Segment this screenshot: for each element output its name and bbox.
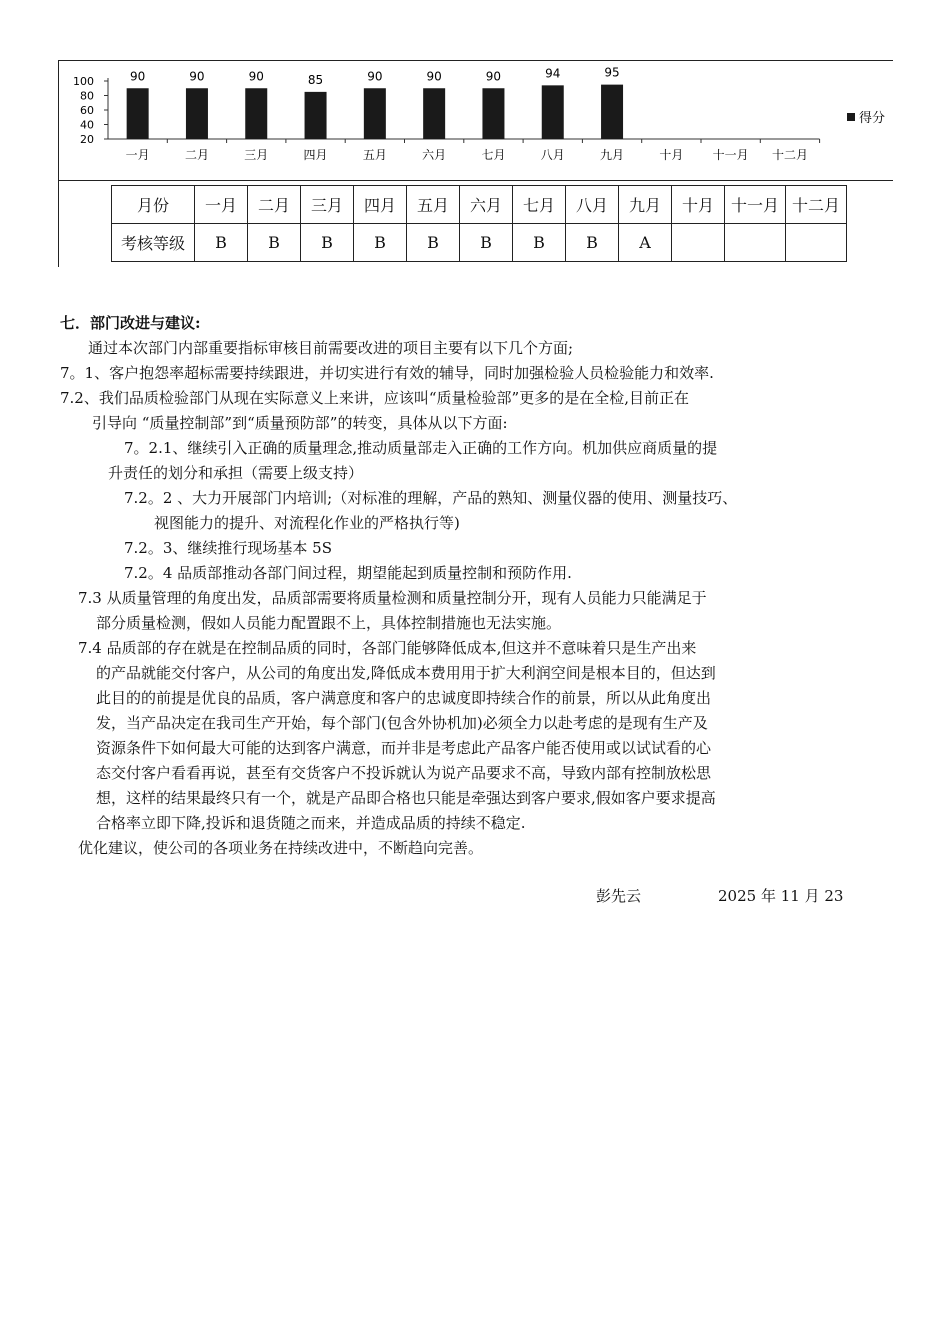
item-7-1: 7。1、客户抱怨率超标需要持续跟进，并切实进行有效的辅导，同时加强检验人员检验能力和效率. bbox=[60, 364, 714, 382]
item-7-2-3: 7.2。3、继续推行现场基本 5S bbox=[124, 539, 332, 557]
x-tick-label: 三月 bbox=[244, 148, 269, 162]
grade-cell: A bbox=[619, 224, 672, 262]
month-cell: 六月 bbox=[460, 186, 513, 224]
bar-value-label: 90 bbox=[367, 69, 383, 84]
bar bbox=[482, 88, 504, 139]
signature-name: 彭先云 bbox=[596, 887, 642, 905]
closing-sentence: 优化建议，使公司的各项业务在持续改进中，不断趋向完善。 bbox=[78, 839, 484, 857]
legend-label: 得分 bbox=[859, 111, 886, 126]
item-7-4-line: 资源条件下如何最大可能的达到客户满意，而并非是考虑此产品客户能否使用或以试试看的心 bbox=[96, 739, 712, 757]
x-tick-label: 五月 bbox=[362, 148, 387, 162]
item-7-4-line: 7.4 品质部的存在就是在控制品质的同时，各部门能够降低成本,但这并不意味着只是生产出来 bbox=[78, 639, 697, 657]
grade-cell: B bbox=[248, 224, 301, 262]
legend-swatch bbox=[847, 113, 855, 121]
grade-row-label: 考核等级 bbox=[112, 224, 195, 262]
month-cell: 八月 bbox=[566, 186, 619, 224]
x-tick-label: 二月 bbox=[184, 148, 209, 162]
x-tick-label: 四月 bbox=[303, 148, 328, 162]
item-7-2-2-line2: 视图能力的提升、对流程化作业的严格执行等) bbox=[154, 514, 460, 532]
bar-value-label: 90 bbox=[130, 69, 146, 84]
item-7-3-line2: 部分质量检测，假如人员能力配置跟不上，具体控制措施也无法实施。 bbox=[96, 614, 562, 632]
item-7-2-4: 7.2。4 品质部推动各部门间过程，期望能起到质量控制和预防作用. bbox=[124, 564, 572, 582]
grade-cell: B bbox=[301, 224, 354, 262]
item-7-4-line: 合格率立即下降,投诉和退货随之而来，并造成品质的持续不稳定. bbox=[96, 814, 526, 832]
bar bbox=[186, 88, 208, 139]
table-grade-row bbox=[112, 224, 847, 262]
signature-date: 2025 年 11 月 23 bbox=[718, 887, 844, 905]
x-tick-label: 六月 bbox=[422, 148, 447, 162]
month-cell: 二月 bbox=[248, 186, 301, 224]
bar-value-label: 90 bbox=[189, 69, 205, 84]
item-7-2-1-line2: 升责任的划分和承担（需要上级支持） bbox=[108, 464, 364, 482]
month-cell: 十二月 bbox=[786, 186, 847, 224]
bar-value-label: 90 bbox=[485, 69, 502, 84]
x-tick-label: 九月 bbox=[600, 148, 625, 162]
x-tick-label: 八月 bbox=[540, 148, 565, 162]
grade-cell: B bbox=[566, 224, 619, 262]
bar bbox=[245, 88, 267, 139]
month-cell: 三月 bbox=[301, 186, 354, 224]
bar bbox=[423, 88, 445, 139]
item-7-2-2-line1: 7.2。2 、大力开展部门内培训;（对标准的理解，产品的熟知、测量仪器的使用、测量技巧、 bbox=[124, 489, 738, 507]
month-cell: 七月 bbox=[513, 186, 566, 224]
month-header-label: 月份 bbox=[112, 186, 195, 224]
item-7-2-line2: 引导向 “质量控制部”到“质量预防部”的转变，具体从以下方面: bbox=[92, 414, 508, 432]
item-7-3-line1: 7.3 从质量管理的角度出发，品质部需要将质量检测和质量控制分开，现有人员能力只能满足于 bbox=[78, 589, 707, 607]
item-7-2-1-line1: 7。2.1、继续引入正确的质量理念,推动质量部走入正确的工作方向。机加供应商质量的提 bbox=[124, 439, 718, 457]
month-cell: 一月 bbox=[195, 186, 248, 224]
bar bbox=[542, 85, 564, 139]
table-header-row bbox=[112, 186, 847, 224]
bar-value-label: 90 bbox=[248, 69, 264, 84]
x-tick-label: 一月 bbox=[125, 148, 150, 162]
item-7-4-line: 发，当产品决定在我司生产开始，每个部门(包含外协机加)必须全力以赴考虑的是现有生产及 bbox=[96, 714, 708, 732]
x-tick-label: 十二月 bbox=[771, 148, 808, 162]
item-7-4-line: 的产品就能交付客户，从公司的角度出发,降低成本费用用于扩大利润空间是根本目的，但达到 bbox=[96, 664, 716, 682]
month-cell: 四月 bbox=[354, 186, 407, 224]
item-7-4-line: 想，这样的结果最终只有一个，就是产品即合格也只能是牵强达到客户要求,假如客户要求提高 bbox=[96, 789, 716, 807]
month-cell: 五月 bbox=[407, 186, 460, 224]
score-bar-chart bbox=[60, 60, 892, 178]
y-tick-label: 60 bbox=[80, 104, 94, 117]
grade-cell: B bbox=[407, 224, 460, 262]
y-tick-label: 80 bbox=[80, 89, 94, 103]
bar bbox=[127, 88, 149, 139]
bar-value-label: 95 bbox=[604, 65, 620, 80]
y-tick-label: 20 bbox=[80, 133, 94, 146]
item-7-2-line1: 7.2、我们品质检验部门从现在实际意义上来讲，应该叫“质量检验部”更多的是在全检,目前正在 bbox=[60, 389, 689, 407]
grade-cell bbox=[725, 224, 786, 262]
grade-cell: B bbox=[513, 224, 566, 262]
grade-cell: B bbox=[354, 224, 407, 262]
bar-value-label: 94 bbox=[545, 66, 561, 81]
bar bbox=[364, 88, 386, 139]
bar-value-label: 85 bbox=[307, 72, 324, 87]
grade-cell bbox=[786, 224, 847, 262]
y-tick-label: 100 bbox=[73, 75, 94, 88]
item-7-4-line: 态交付客户看看再说，甚至有交货客户不投诉就认为说产品要求不高，导致内部有控制放松思 bbox=[96, 764, 712, 782]
grade-table bbox=[111, 185, 847, 262]
grade-cell: B bbox=[460, 224, 513, 262]
section-title: 七．部门改进与建议: bbox=[60, 314, 201, 332]
month-cell: 九月 bbox=[619, 186, 672, 224]
bar bbox=[601, 85, 623, 139]
x-tick-label: 七月 bbox=[481, 148, 506, 162]
grade-cell: B bbox=[195, 224, 248, 262]
bar-value-label: 90 bbox=[426, 69, 442, 84]
item-7-4-line: 此目的的前提是优良的品质，客户满意度和客户的忠诚度即持续合作的前景，所以从此角度出 bbox=[96, 689, 712, 707]
x-tick-label: 十一月 bbox=[712, 148, 749, 162]
x-tick-label: 十月 bbox=[659, 148, 684, 162]
intro-paragraph: 通过本次部门内部重要指标审核目前需要改进的项目主要有以下几个方面; bbox=[88, 339, 574, 357]
month-cell: 十一月 bbox=[725, 186, 786, 224]
grade-cell bbox=[672, 224, 725, 262]
month-cell: 十月 bbox=[672, 186, 725, 224]
y-tick-label: 40 bbox=[80, 118, 94, 132]
bar bbox=[305, 92, 327, 139]
